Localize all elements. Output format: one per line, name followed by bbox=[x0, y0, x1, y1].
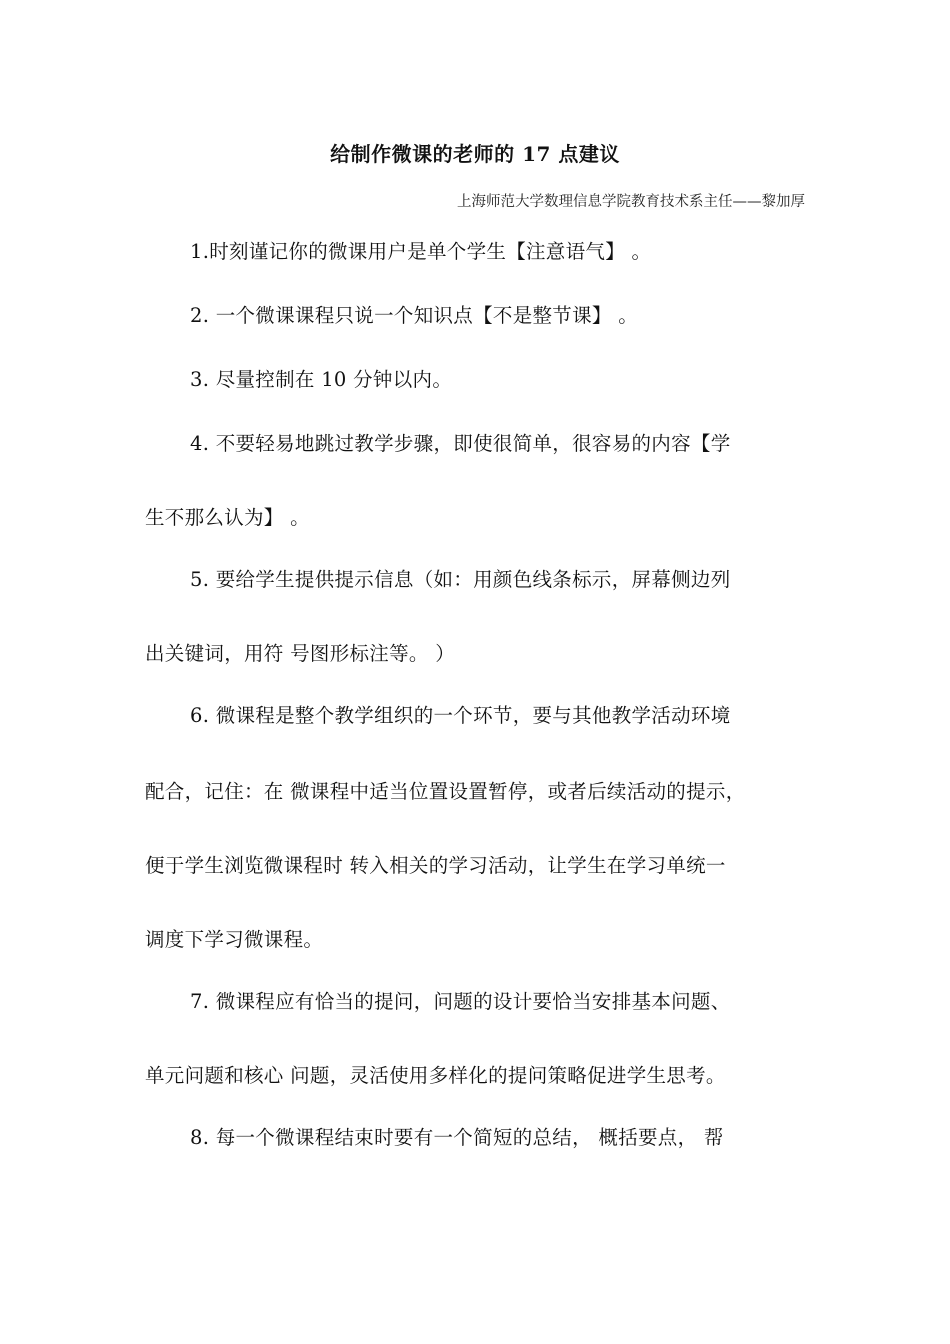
document-title: 给制作微课的老师的 17 点建议 bbox=[330, 142, 620, 166]
paragraph-line: 3. 尽量控制在 10 分钟以内。 bbox=[190, 368, 453, 391]
paragraph-line: 6. 微课程是整个教学组织的一个环节，要与其他教学活动环境 bbox=[190, 704, 731, 727]
paragraph-line: 1.时刻谨记你的微课用户是单个学生【注意语气】 。 bbox=[190, 240, 652, 263]
paragraph-line: 5. 要给学生提供提示信息（如：用颜色线条标示，屏幕侧边列 bbox=[190, 568, 731, 591]
paragraph-line: 调度下学习微课程。 bbox=[145, 928, 324, 951]
paragraph-line: 2. 一个微课课程只说一个知识点【不是整节课】 。 bbox=[190, 304, 639, 327]
document-subtitle: 上海师范大学数理信息学院教育技术系主任——黎加厚 bbox=[457, 194, 805, 210]
paragraph-line: 生不那么认为】 。 bbox=[145, 506, 310, 529]
paragraph-line: 配合，记住：在 微课程中适当位置设置暂停，或者后续活动的提示， bbox=[145, 780, 746, 803]
paragraph-line: 单元问题和核心 问题，灵活使用多样化的提问策略促进学生思考。 bbox=[145, 1064, 726, 1087]
paragraph-line: 便于学生浏览微课程时 转入相关的学习活动，让学生在学习单统一 bbox=[145, 854, 726, 877]
paragraph-line: 7. 微课程应有恰当的提问，问题的设计要恰当安排基本问题、 bbox=[190, 990, 731, 1013]
paragraph-line: 4. 不要轻易地跳过教学步骤，即使很简单，很容易的内容【学 bbox=[190, 432, 731, 455]
paragraph-line: 出关键词，用符 号图形标注等。 ） bbox=[145, 642, 455, 665]
paragraph-line: 8. 每一个微课程结束时要有一个简短的总结， 概括要点， 帮 bbox=[190, 1126, 724, 1149]
